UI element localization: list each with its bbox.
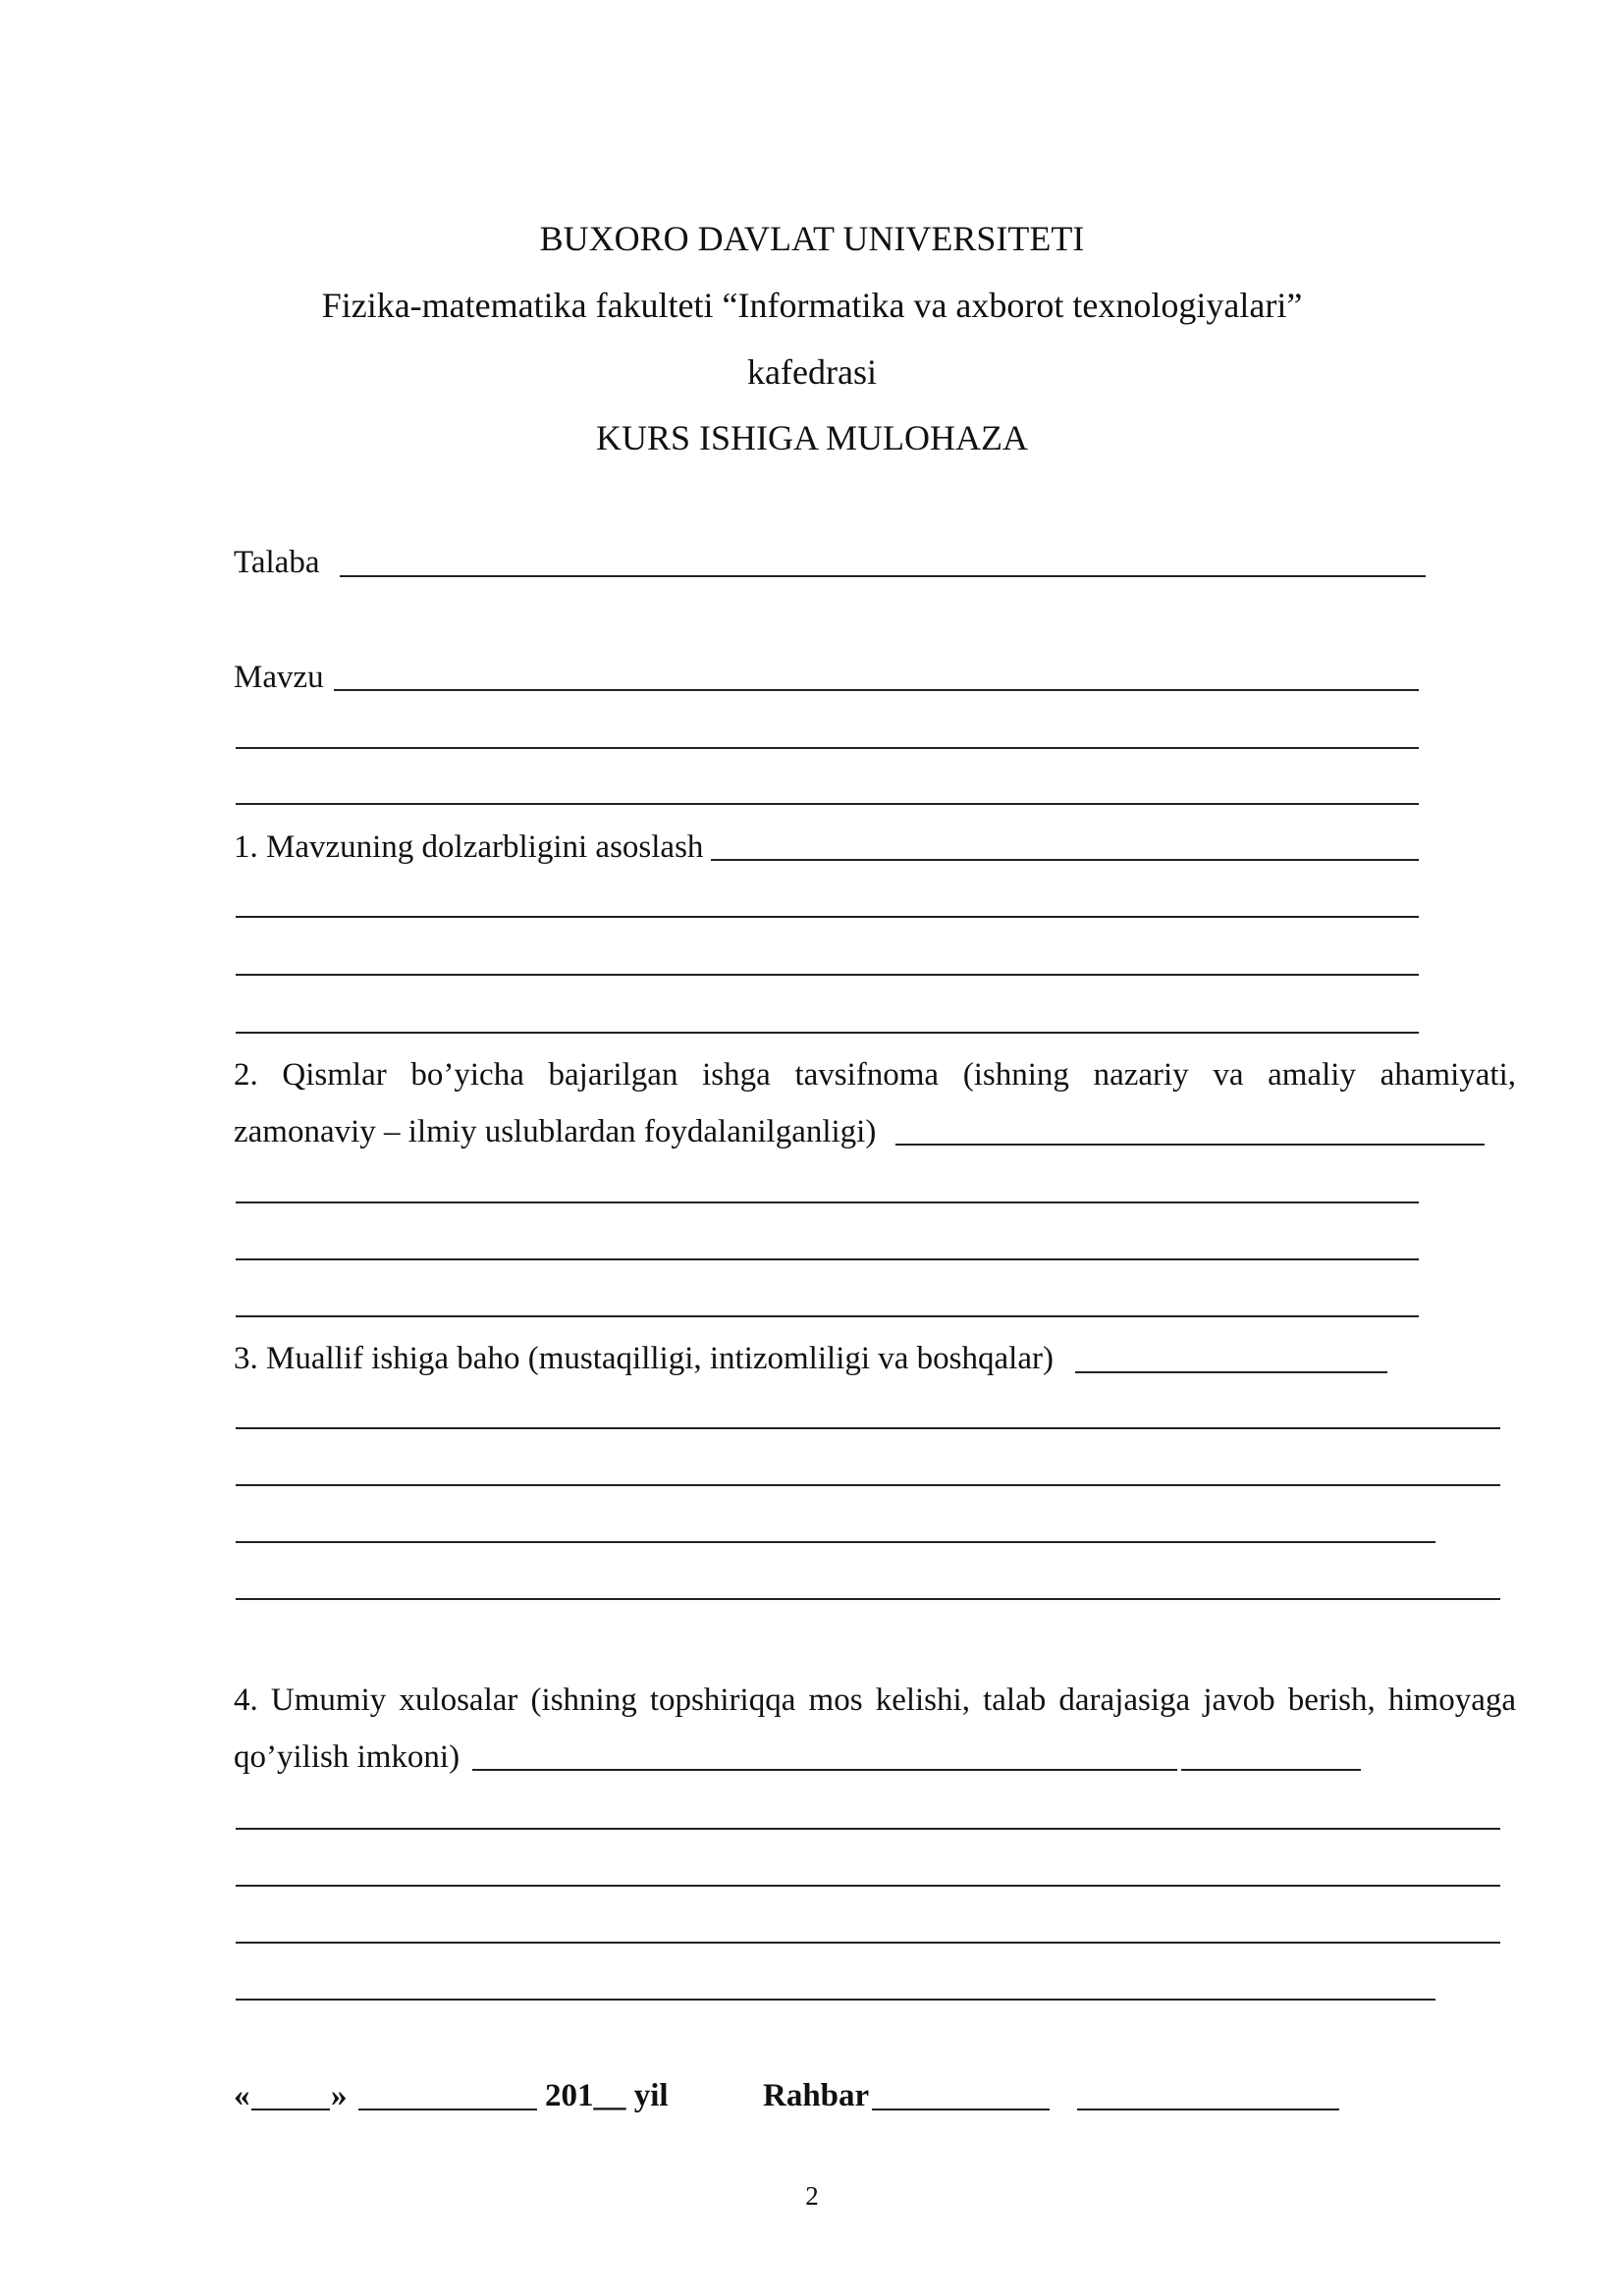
section-2-label-line-1: 2. Qismlar bo’yicha bajarilgan ishga tavsifnoma (ishning nazariy va amaliy ahamiyati, — [234, 1057, 1516, 1093]
faculty-name: Fizika-matematika fakulteti “Informatika va axborot texnologiyalari” — [321, 286, 1303, 325]
section-3-line-4[interactable] — [236, 1541, 1435, 1543]
section-1-line-3[interactable] — [236, 974, 1419, 976]
section-4-line-2[interactable] — [236, 1828, 1500, 1830]
date-open-quote: « — [234, 2078, 250, 2113]
section-3-label: 3. Muallif ishiga baho (mustaqilligi, intizomliligi va boshqalar) — [234, 1341, 1054, 1376]
section-1-line-4[interactable] — [236, 1032, 1419, 1034]
section-3-line-5[interactable] — [236, 1598, 1500, 1600]
section-1-field[interactable] — [711, 859, 1419, 861]
date-month-field[interactable] — [358, 2109, 537, 2110]
section-1-label: 1. Mavzuning dolzarbligini asoslash — [234, 829, 704, 865]
date-close-quote: » — [331, 2078, 348, 2113]
department-name: kafedrasi — [747, 352, 877, 392]
supervisor-name-field[interactable] — [872, 2109, 1050, 2110]
student-field[interactable] — [340, 575, 1426, 577]
topic-label: Mavzu — [234, 660, 324, 695]
date-year-text: 201__ yil — [545, 2078, 669, 2113]
section-4-label-line-1: 4. Umumiy xulosalar (ishning topshiriqqa mos kelishi, talab darajasiga javob berish, himoyaga — [234, 1682, 1516, 1718]
topic-field-line-3[interactable] — [236, 803, 1419, 805]
topic-field[interactable] — [334, 689, 1419, 691]
date-day-field[interactable] — [251, 2109, 330, 2110]
student-label: Talaba — [234, 545, 320, 580]
section-4-label-line-2: qo’yilish imkoni) — [234, 1739, 460, 1775]
section-1-line-2[interactable] — [236, 916, 1419, 918]
section-2-label-line-2: zamonaviy – ilmiy uslublardan foydalanilganligi) — [234, 1114, 877, 1149]
university-name: BUXORO DAVLAT UNIVERSITETI — [539, 219, 1085, 258]
section-2-line-2[interactable] — [236, 1201, 1419, 1203]
supervisor-signature-field[interactable] — [1077, 2109, 1339, 2110]
section-4-field-extra[interactable] — [1181, 1769, 1361, 1771]
supervisor-label: Rahbar — [763, 2078, 870, 2113]
page-number: 2 — [805, 2181, 819, 2211]
section-4-line-5[interactable] — [236, 1999, 1435, 2001]
section-2-field[interactable] — [895, 1144, 1485, 1146]
section-3-line-3[interactable] — [236, 1484, 1500, 1486]
topic-field-line-2[interactable] — [236, 747, 1419, 749]
section-2-line-4[interactable] — [236, 1315, 1419, 1317]
section-2-line-3[interactable] — [236, 1258, 1419, 1260]
document-title: KURS ISHIGA MULOHAZA — [595, 418, 1028, 457]
section-4-line-3[interactable] — [236, 1885, 1500, 1887]
section-3-field[interactable] — [1075, 1371, 1387, 1373]
section-3-line-2[interactable] — [236, 1427, 1500, 1429]
section-4-field[interactable] — [472, 1769, 1177, 1771]
section-4-line-4[interactable] — [236, 1942, 1500, 1944]
